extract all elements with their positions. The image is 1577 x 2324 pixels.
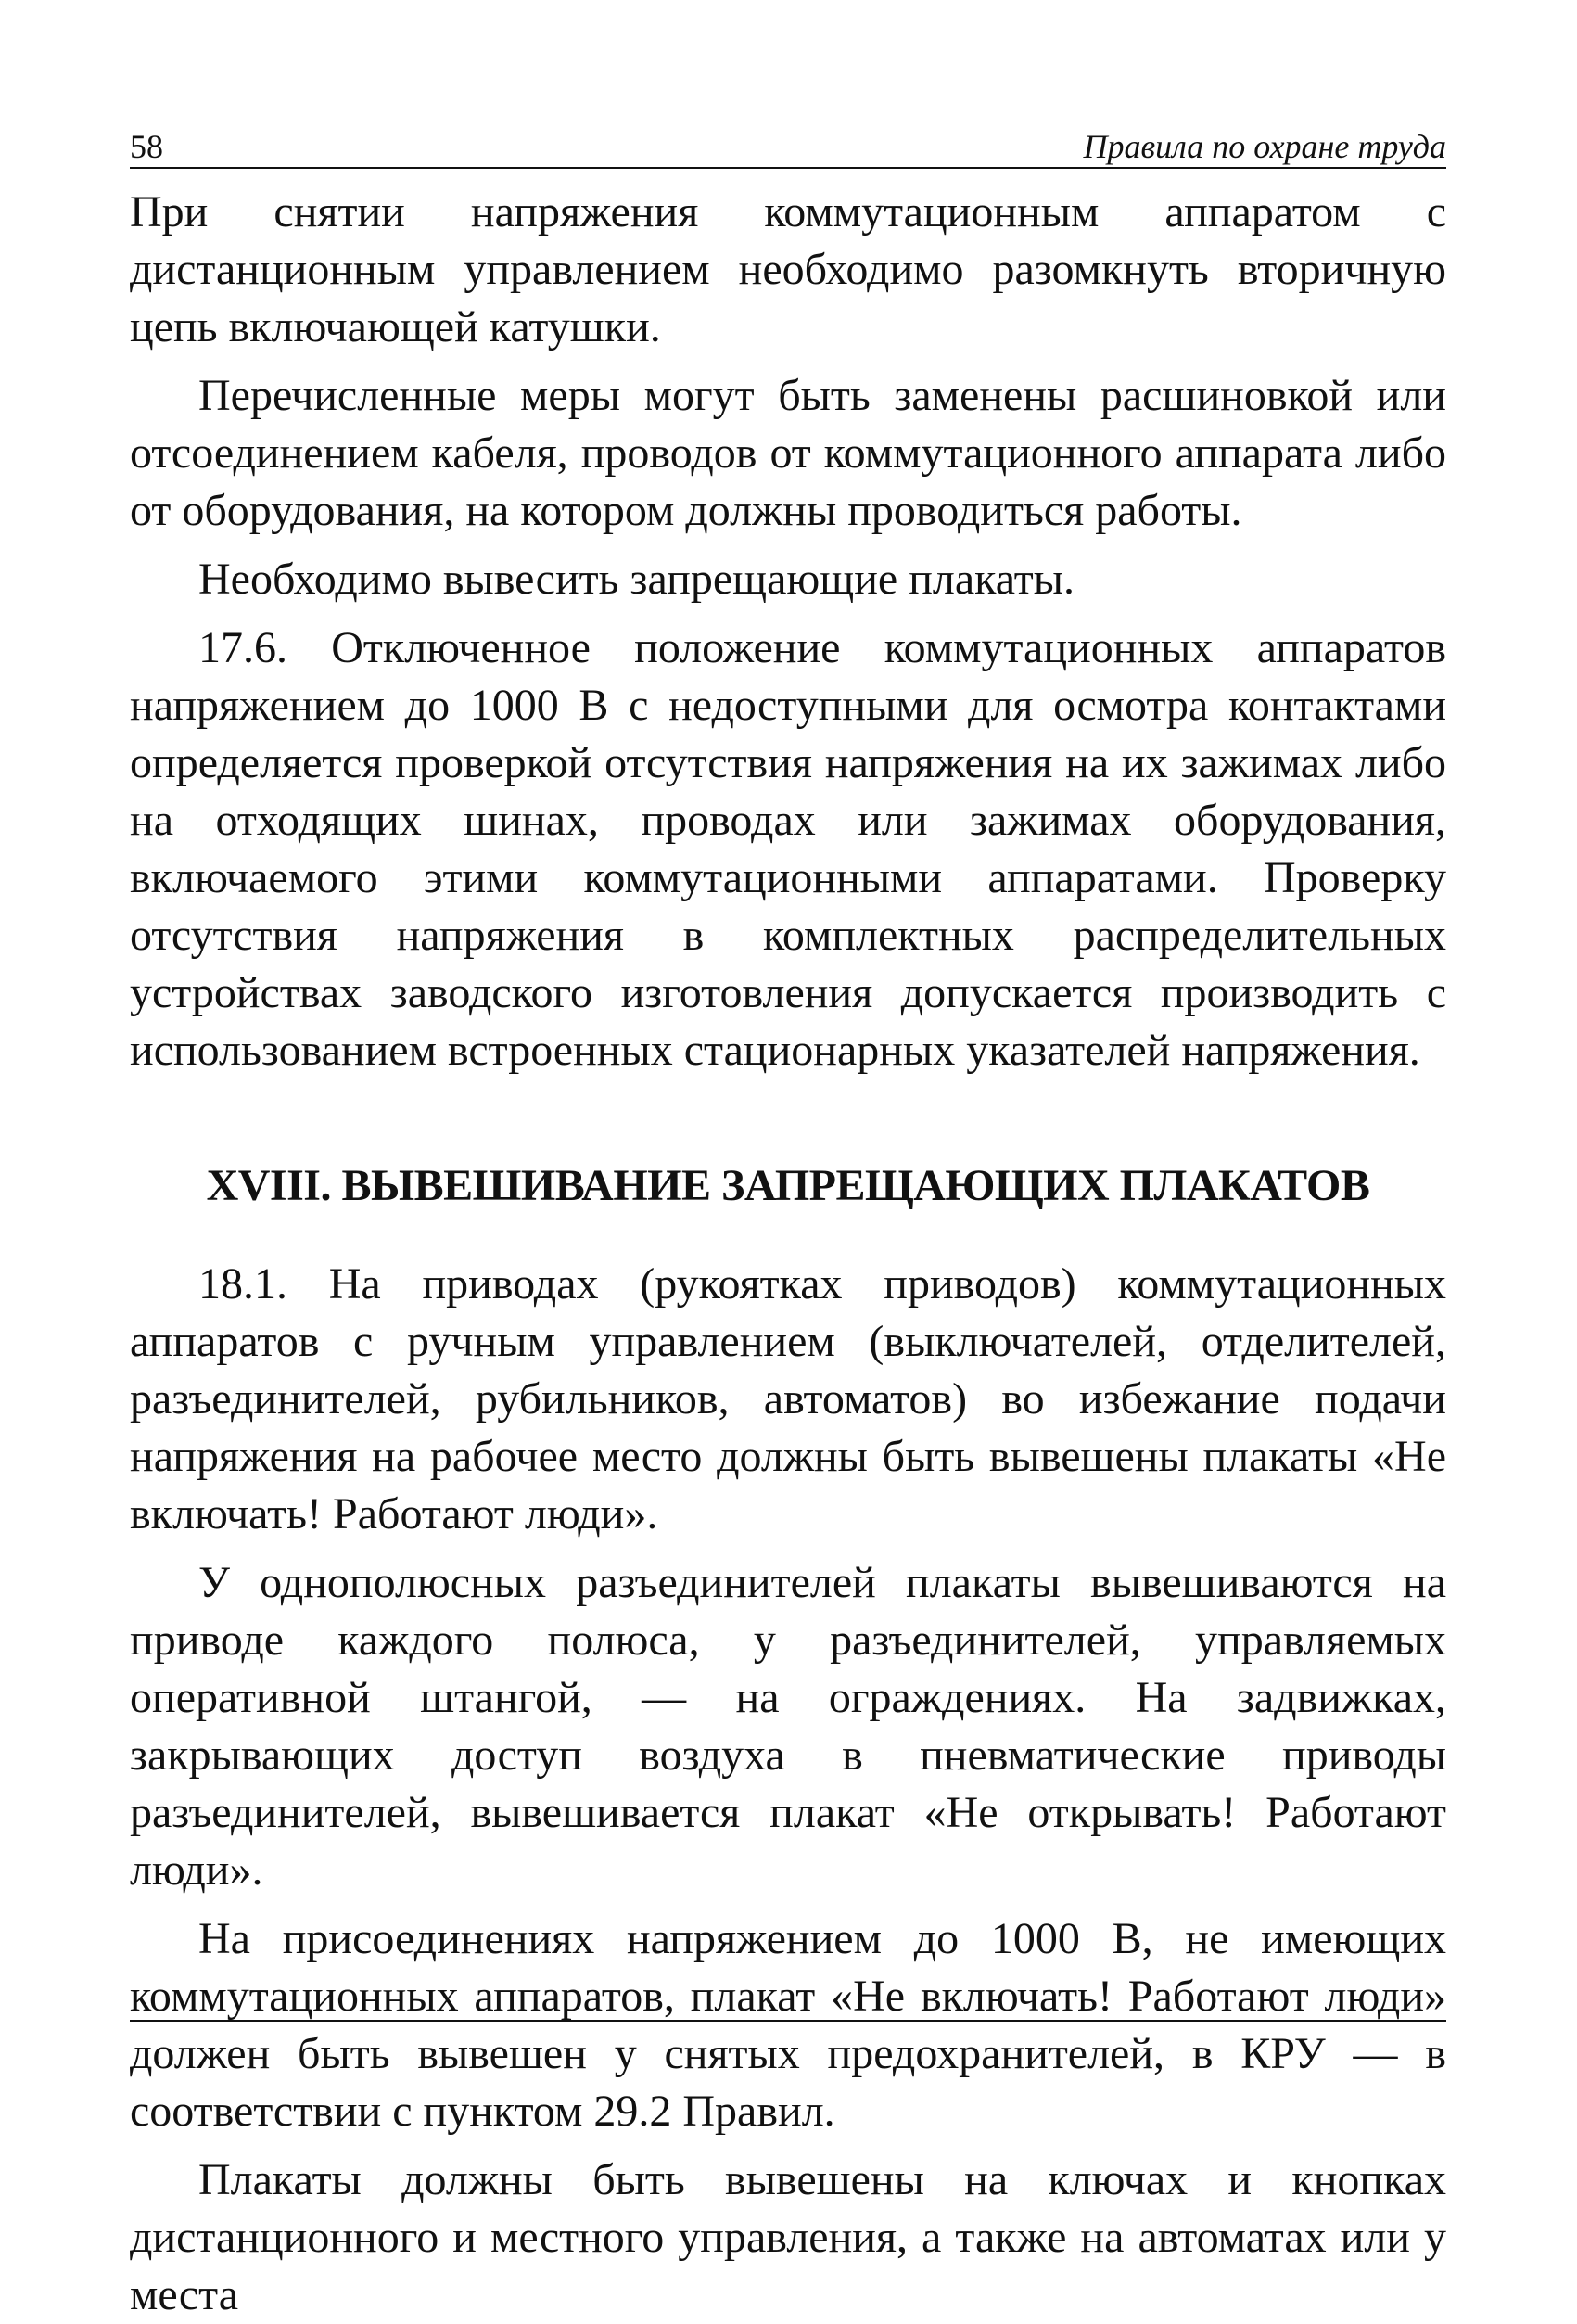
paragraph: У однополюсных разъединителей плакаты вывешиваются на приводе каждого полюса, у разъединителей, управляемых оперативной штангой, — на ограждениях. На задвижках, закрывающих доступ воздуха в пневматические приводы разъединителей, вывешивается плакат «Не открывать! Работают люди».: [130, 1558, 1446, 1895]
footer-divider: [130, 2020, 1446, 2022]
section-heading: XVIII. ВЫВЕШИВАНИЕ ЗАПРЕЩАЮЩИХ ПЛАКАТОВ: [206, 1161, 1370, 1210]
paragraph: 18.1. На приводах (рукоятках приводов) коммутационных аппаратов с ручным управлением (выключателей, отделителей, разъединителей, рубильников, автоматов) во избежание подачи напряжения на рабочее место должны быть вывешены плакаты «Не включать! Работают люди».: [130, 1259, 1446, 1539]
page-number: 58: [130, 128, 163, 165]
paragraph: Перечисленные меры могут быть заменены расшиновкой или отсоединением кабеля, проводов от коммутационного аппарата либо от оборудования, на котором должны проводиться работы.: [130, 371, 1446, 535]
page-content: [130, 184, 1446, 2324]
paragraph: Плакаты должны быть вывешены на ключах и кнопках дистанционного и местного управления, а также на автоматах или у места: [130, 2155, 1446, 2319]
paragraph: При снятии напряжения коммутационным аппаратом с дистанционным управлением необходимо разомкнуть вторичную цепь включающей катушки.: [130, 187, 1446, 351]
page-header: [130, 119, 1446, 169]
document-page: [130, 119, 1446, 2324]
paragraph: На присоединениях напряжением до 1000 В, не имеющих коммутационных аппаратов, плакат «Не включать! Работают люди» должен быть вывешен у снятых предохранителей, в КРУ — в соответствии с пунктом 29.2 Правил.: [130, 1914, 1446, 2136]
paragraph: 17.6. Отключенное положение коммутационных аппаратов напряжением до 1000 В с недоступными для осмотра контактами определяется проверкой отсутствия напряжения на их зажимах либо на отходящих шинах, проводах или зажимах оборудования, включаемого этими коммутационными аппаратами. Проверку отсутствия напряжения в комплектных распределительных устройствах заводского изготовления допускается производить с использованием встроенных стационарных указателей напряжения.: [130, 623, 1446, 1075]
running-title: Правила по охране труда: [1083, 128, 1446, 165]
paragraph: Необходимо вывесить запрещающие плакаты.: [198, 555, 1075, 604]
